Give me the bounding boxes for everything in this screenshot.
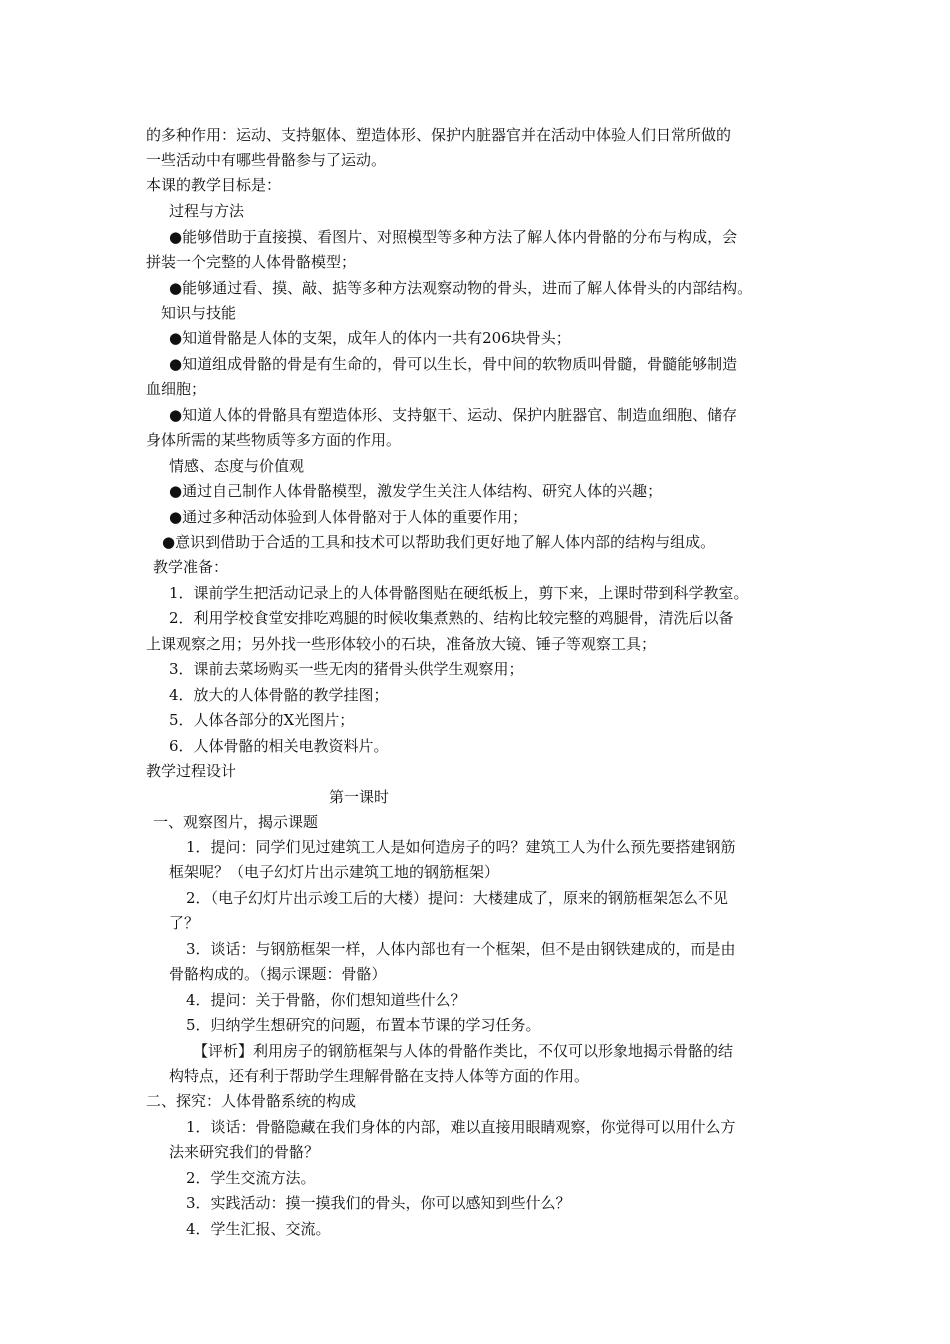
section2-item-cont: 法来研究我们的骨骼？: [169, 1143, 320, 1161]
section1-item: 4．提问：关于骨骼，你们想知道些什么？: [186, 991, 466, 1009]
section1-heading: 一、观察图片，揭示课题: [153, 813, 319, 831]
preparation-heading: 教学准备：: [153, 558, 229, 576]
section1-item-cont: 框架呢？（电子幻灯片出示建筑工地的钢筋框架）: [169, 863, 500, 881]
preparation-item: 2．利用学校食堂安排吃鸡腿的时候收集煮熟的、结构比较完整的鸡腿骨，清洗后以备: [169, 609, 734, 627]
preparation-item: 6．人体骨骼的相关电教资料片。: [169, 737, 389, 755]
emotion-values-heading: 情感、态度与价值观: [169, 457, 305, 475]
section2-heading: 二、探究：人体骨骼系统的构成: [146, 1092, 357, 1110]
preparation-item: 4．放大的人体骨骼的教学挂图；: [169, 686, 389, 704]
section1-item: 2．（电子幻灯片出示竣工后的大楼）提问：大楼建成了，原来的钢筋框架怎么不见: [186, 889, 729, 907]
lesson-title: 第一课时: [329, 788, 390, 806]
comment-line-2: 构特点，还有利于帮助学生理解骨骼在支持人体等方面的作用。: [169, 1067, 590, 1085]
preparation-item-cont: 上课观察之用；另外找一些形体较小的石块，准备放大镜、锤子等观察工具；: [146, 635, 657, 653]
section1-item: 1．提问：同学们见过建筑工人是如何造房子的吗？建筑工人为什么预先要搭建钢筋: [186, 838, 736, 856]
comment-line-1: 【评析】利用房子的钢筋框架与人体的骨骼作类比，不仅可以形象地揭示骨骼的结: [193, 1042, 734, 1060]
preparation-item: 5．人体各部分的X光图片；: [169, 711, 355, 729]
section1-item: 5．归纳学生想研究的问题，布置本节课的学习任务。: [186, 1016, 541, 1034]
objective-bullet: ●意识到借助于合适的工具和技术可以帮助我们更好地了解人体内部的结构与组成。: [162, 533, 716, 551]
section1-item-cont: 了？: [169, 914, 200, 932]
preparation-item: 3．课前去菜场购买一些无肉的猪骨头供学生观察用；: [169, 660, 524, 678]
objective-bullet: ●通过自己制作人体骨骼模型，激发学生关注人体结构、研究人体的兴趣；: [169, 482, 663, 500]
knowledge-skills-heading: 知识与技能: [161, 304, 237, 322]
preparation-item: 1．课前学生把活动记录上的人体骨骼图贴在硬纸板上，剪下来，上课时带到科学教室。: [169, 584, 749, 602]
section2-item: 3．实践活动：摸一摸我们的骨头，你可以感知到些什么？: [186, 1194, 571, 1212]
objective-bullet-cont: 血细胞；: [146, 380, 207, 398]
objective-bullet: ●知道组成骨骼的骨是有生命的，骨可以生长，骨中间的软物质叫骨髓，骨髓能够制造: [169, 355, 738, 373]
process-heading: 教学过程设计: [146, 762, 237, 780]
process-method-heading: 过程与方法: [169, 202, 245, 220]
objective-bullet-cont: 身体所需的某些物质等多方面的作用。: [146, 431, 402, 449]
section2-item: 1．谈话：骨骼隐藏在我们身体的内部，难以直接用眼睛观察，你觉得可以用什么方: [186, 1118, 736, 1136]
intro-line-2: 一些活动中有哪些骨骼参与了运动。: [146, 151, 387, 169]
objective-bullet: ●知道人体的骨骼具有塑造体形、支持躯干、运动、保护内脏器官、制造血细胞、储存: [169, 406, 738, 424]
objective-bullet: ●知道骨骼是人体的支架，成年人的体内一共有206块骨头；: [169, 329, 571, 347]
objective-bullet: ●能够借助于直接摸、看图片、对照模型等多种方法了解人体内骨骼的分布与构成，会: [169, 228, 738, 246]
section1-item-cont: 骨骼构成的。（揭示课题：骨骼）: [169, 965, 387, 983]
section2-item: 2．学生交流方法。: [186, 1169, 316, 1187]
intro-line-1: 的多种作用：运动、支持躯体、塑造体形、保护内脏器官并在活动中体验人们日常所做的: [146, 126, 732, 144]
section1-item: 3．谈话：与钢筋框架一样，人体内部也有一个框架，但不是由钢铁建成的，而是由: [186, 940, 736, 958]
section2-item: 4．学生汇报、交流。: [186, 1220, 331, 1238]
objective-bullet: ●能够通过看、摸、敲、掂等多种方法观察动物的骨头，进而了解人体骨头的内部结构。: [169, 279, 753, 297]
objective-bullet-cont: 拼装一个完整的人体骨骼模型；: [146, 253, 357, 271]
objective-bullet: ●通过多种活动体验到人体骨骼对于人体的重要作用；: [169, 508, 528, 526]
objectives-heading: 本课的教学目标是：: [146, 176, 282, 194]
